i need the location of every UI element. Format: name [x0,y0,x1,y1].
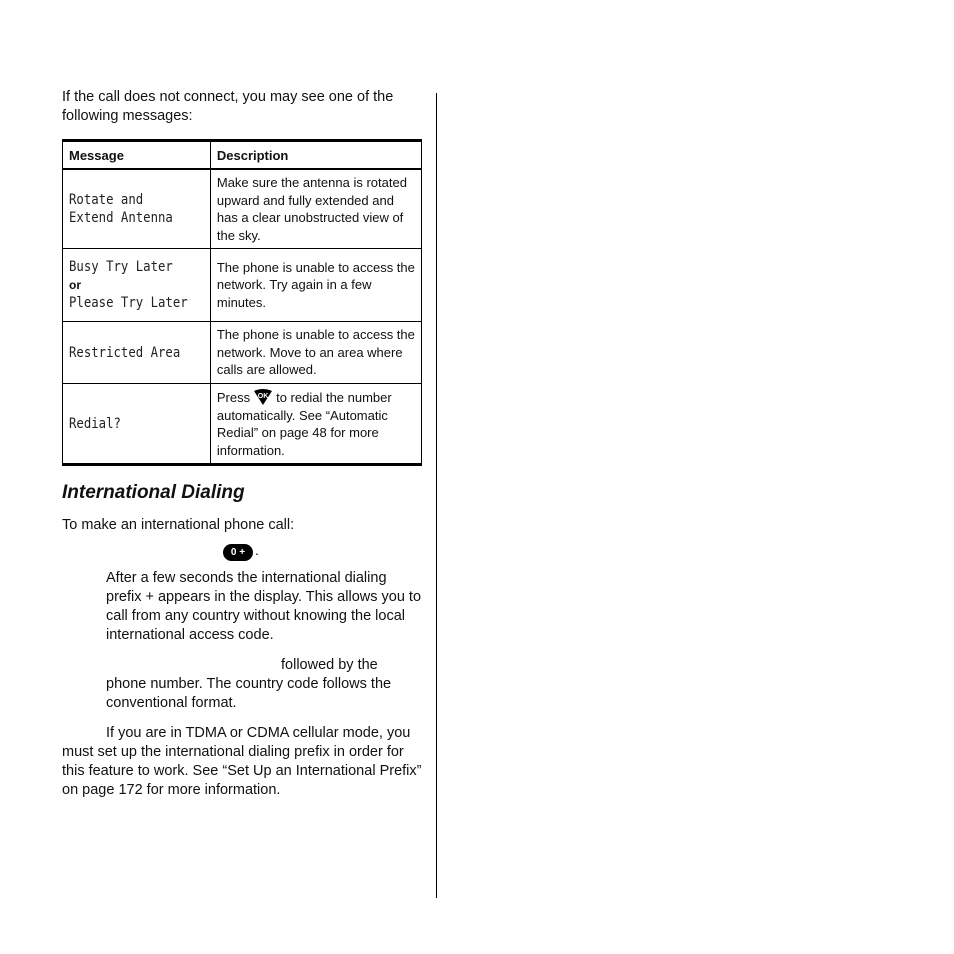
ok-key-icon [253,388,273,406]
key-step-period: . [255,542,259,558]
message-cell [63,322,211,384]
table-row [63,322,422,384]
step-1-text: After a few seconds the international dialing prefix + appears in the display. This allows you to call from any country without knowing the local international access code. [106,570,422,643]
section-title: International Dialing [62,482,245,503]
table-row [63,169,422,249]
message-cell [63,384,211,465]
zero-plus-key-icon: 0 + [223,544,253,561]
table-row [63,384,422,465]
or-label: or [69,278,81,292]
svg-text:OK: OK [257,393,269,400]
display-message: Please Try Later [69,295,188,311]
note-text: If you are in TDMA or CDMA cellular mode, you must set up the international dialing prefix in order for this feature to work. See “Set Up an International Prefix” on page 172 for more information. [62,725,422,798]
table-header-row [63,141,422,170]
description-cell: Make sure the antenna is rotated upward and fully extended and has a clear unobstructed view of the sky. [210,169,421,249]
header-description: Description [210,141,421,170]
page-column [62,88,422,800]
message-cell [63,169,211,249]
display-message: Redial? [69,415,121,432]
display-message: Rotate and [69,192,144,208]
key-step [62,542,422,564]
description-press: Press [216,390,251,405]
display-message: Restricted Area [69,344,181,361]
display-message: Extend Antenna [69,210,173,226]
display-message: Busy Try Later [69,259,173,275]
section-lead: To make an international phone call: [62,517,295,533]
description-rest: to redial the number automatically. See “Automatic Redial” on page 48 for more information. [216,390,392,458]
description-cell: The phone is unable to access the network. Move to an area where calls are allowed. [210,322,421,384]
header-message: Message [63,141,211,170]
description-cell [210,384,421,465]
messages-table [62,139,422,466]
message-cell [63,249,211,322]
description-cell: The phone is unable to access the network. Try again in a few minutes. [210,249,421,322]
intro-text: If the call does not connect, you may see one of the following messages: [62,89,394,124]
step-2-text: followed by the phone number. The country code follows the conventional format. [106,657,392,711]
table-row [63,249,422,322]
column-divider [436,93,437,898]
